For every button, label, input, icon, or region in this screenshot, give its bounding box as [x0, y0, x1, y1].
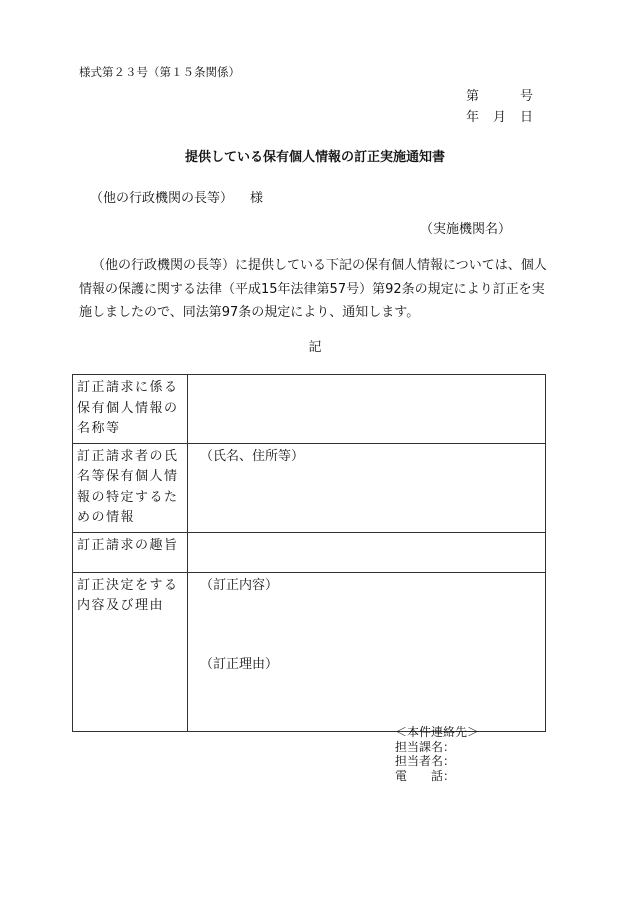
row-value-decision [188, 572, 546, 731]
contact-dept: 担当課名： [395, 739, 456, 754]
date-day: 日 [520, 110, 534, 125]
contact-phone: 電 話： [395, 768, 456, 783]
date-month: 月 [493, 110, 507, 125]
correction-content-label: （訂正内容） [200, 577, 279, 593]
document-title: 提供している保有個人情報の訂正実施通知書 [184, 150, 445, 165]
notification-table [72, 374, 546, 732]
ki-heading: 記 [308, 340, 322, 355]
row-label-requester: 訂正請求者の氏名等保有個人情報の特定するための情報 [73, 443, 188, 532]
honorific: 様 [250, 191, 264, 206]
addressee: （他の行政機関の長等） [90, 191, 234, 206]
table-row [73, 375, 546, 444]
table-row [73, 532, 546, 572]
contact-person: 担当者名： [395, 754, 456, 768]
table-row [73, 443, 546, 532]
row-value-requester: （氏名、住所等） [188, 443, 546, 532]
contact-block [395, 725, 479, 783]
table-row [73, 572, 546, 731]
contact-heading: ＜本件連絡先＞ [395, 725, 480, 739]
document-number-suffix: 号 [520, 89, 534, 104]
row-label-decision: 訂正決定をする内容及び理由 [73, 572, 188, 731]
row-label-info-name: 訂正請求に係る保有個人情報の名称等 [73, 375, 188, 444]
row-value-info-name [188, 375, 546, 444]
form-number: 様式第２３号（第１５条関係） [79, 65, 240, 79]
row-label-purpose: 訂正請求の趣旨 [73, 532, 188, 572]
correction-reason-label: （訂正理由） [200, 657, 279, 672]
row-value-purpose [188, 532, 546, 572]
body-paragraph: （他の行政機関の長等）に提供している下記の保有個人情報については、個人情報の保護に関する法律（平成15年法律第57号）第92条の規定により訂正を実施しましたので、同法第97条の規定により、通知します。 [79, 258, 547, 320]
sender-agency: （実施機関名） [420, 222, 512, 237]
document-number-prefix: 第 [466, 89, 480, 104]
date-year: 年 [466, 110, 480, 125]
